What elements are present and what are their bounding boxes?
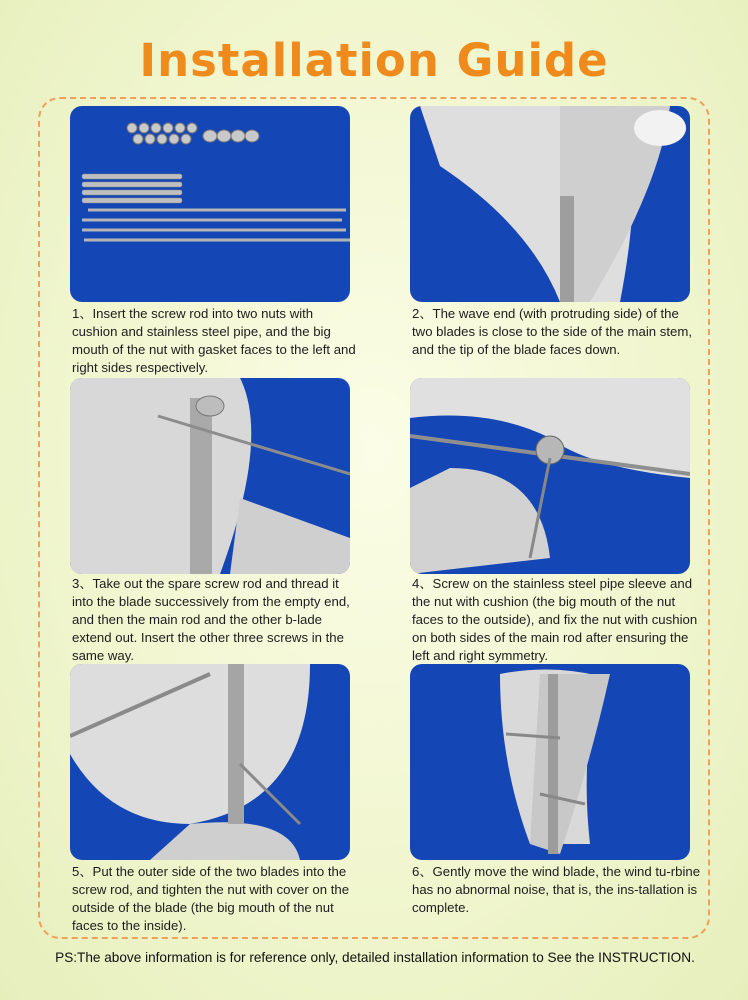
assembled-turbine-illustration <box>410 664 690 860</box>
pipe-sleeve-illustration <box>410 378 690 574</box>
step-4-photo <box>410 378 690 574</box>
step-1-photo <box>70 106 350 302</box>
step-2-photo <box>410 106 690 302</box>
step-5-photo <box>70 664 350 860</box>
blades-illustration <box>410 106 690 302</box>
step-4-text: 4、Screw on the stainless steel pipe sleeve and the nut with cushion (the big mouth of the nut faces to the outside), and fix the nut with cushion on both sides of the main rod after ensuring the left and right symmetry. <box>412 576 698 663</box>
step-6-photo <box>410 664 690 860</box>
parts-illustration <box>70 106 350 302</box>
step-3-photo <box>70 378 350 574</box>
step-1-text: 1、Insert the screw rod into two nuts with cushion and stainless steel pipe, and the big mouth of the nut with gasket faces to the left and right sides respectively. <box>72 306 356 375</box>
step-3-text: 3、Take out the spare screw rod and thread it into the blade successively from the empty end, and then the main rod and the other b-lade extend out. Insert the other three screws in the same way. <box>72 576 350 663</box>
footer-note: PS:The above information is for reference only, detailed installation information to See the INSTRUCTION. <box>55 950 695 965</box>
screw-rod-illustration <box>70 378 350 574</box>
page-title: Installation Guide <box>139 34 609 87</box>
step-6-text: 6、Gently move the wind blade, the wind tu-rbine has no abnormal noise, that is, the ins-tallation is complete. <box>412 864 701 915</box>
step-2-text: 2、The wave end (with protruding side) of the two blades is close to the side of the main stem, and the tip of the blade faces down. <box>412 306 693 357</box>
outer-blade-illustration <box>70 664 350 860</box>
step-5-text: 5、Put the outer side of the two blades into the screw rod, and tighten the nut with cover on the outside of the blade (the big mouth of the nut faces to the inside). <box>72 864 350 933</box>
